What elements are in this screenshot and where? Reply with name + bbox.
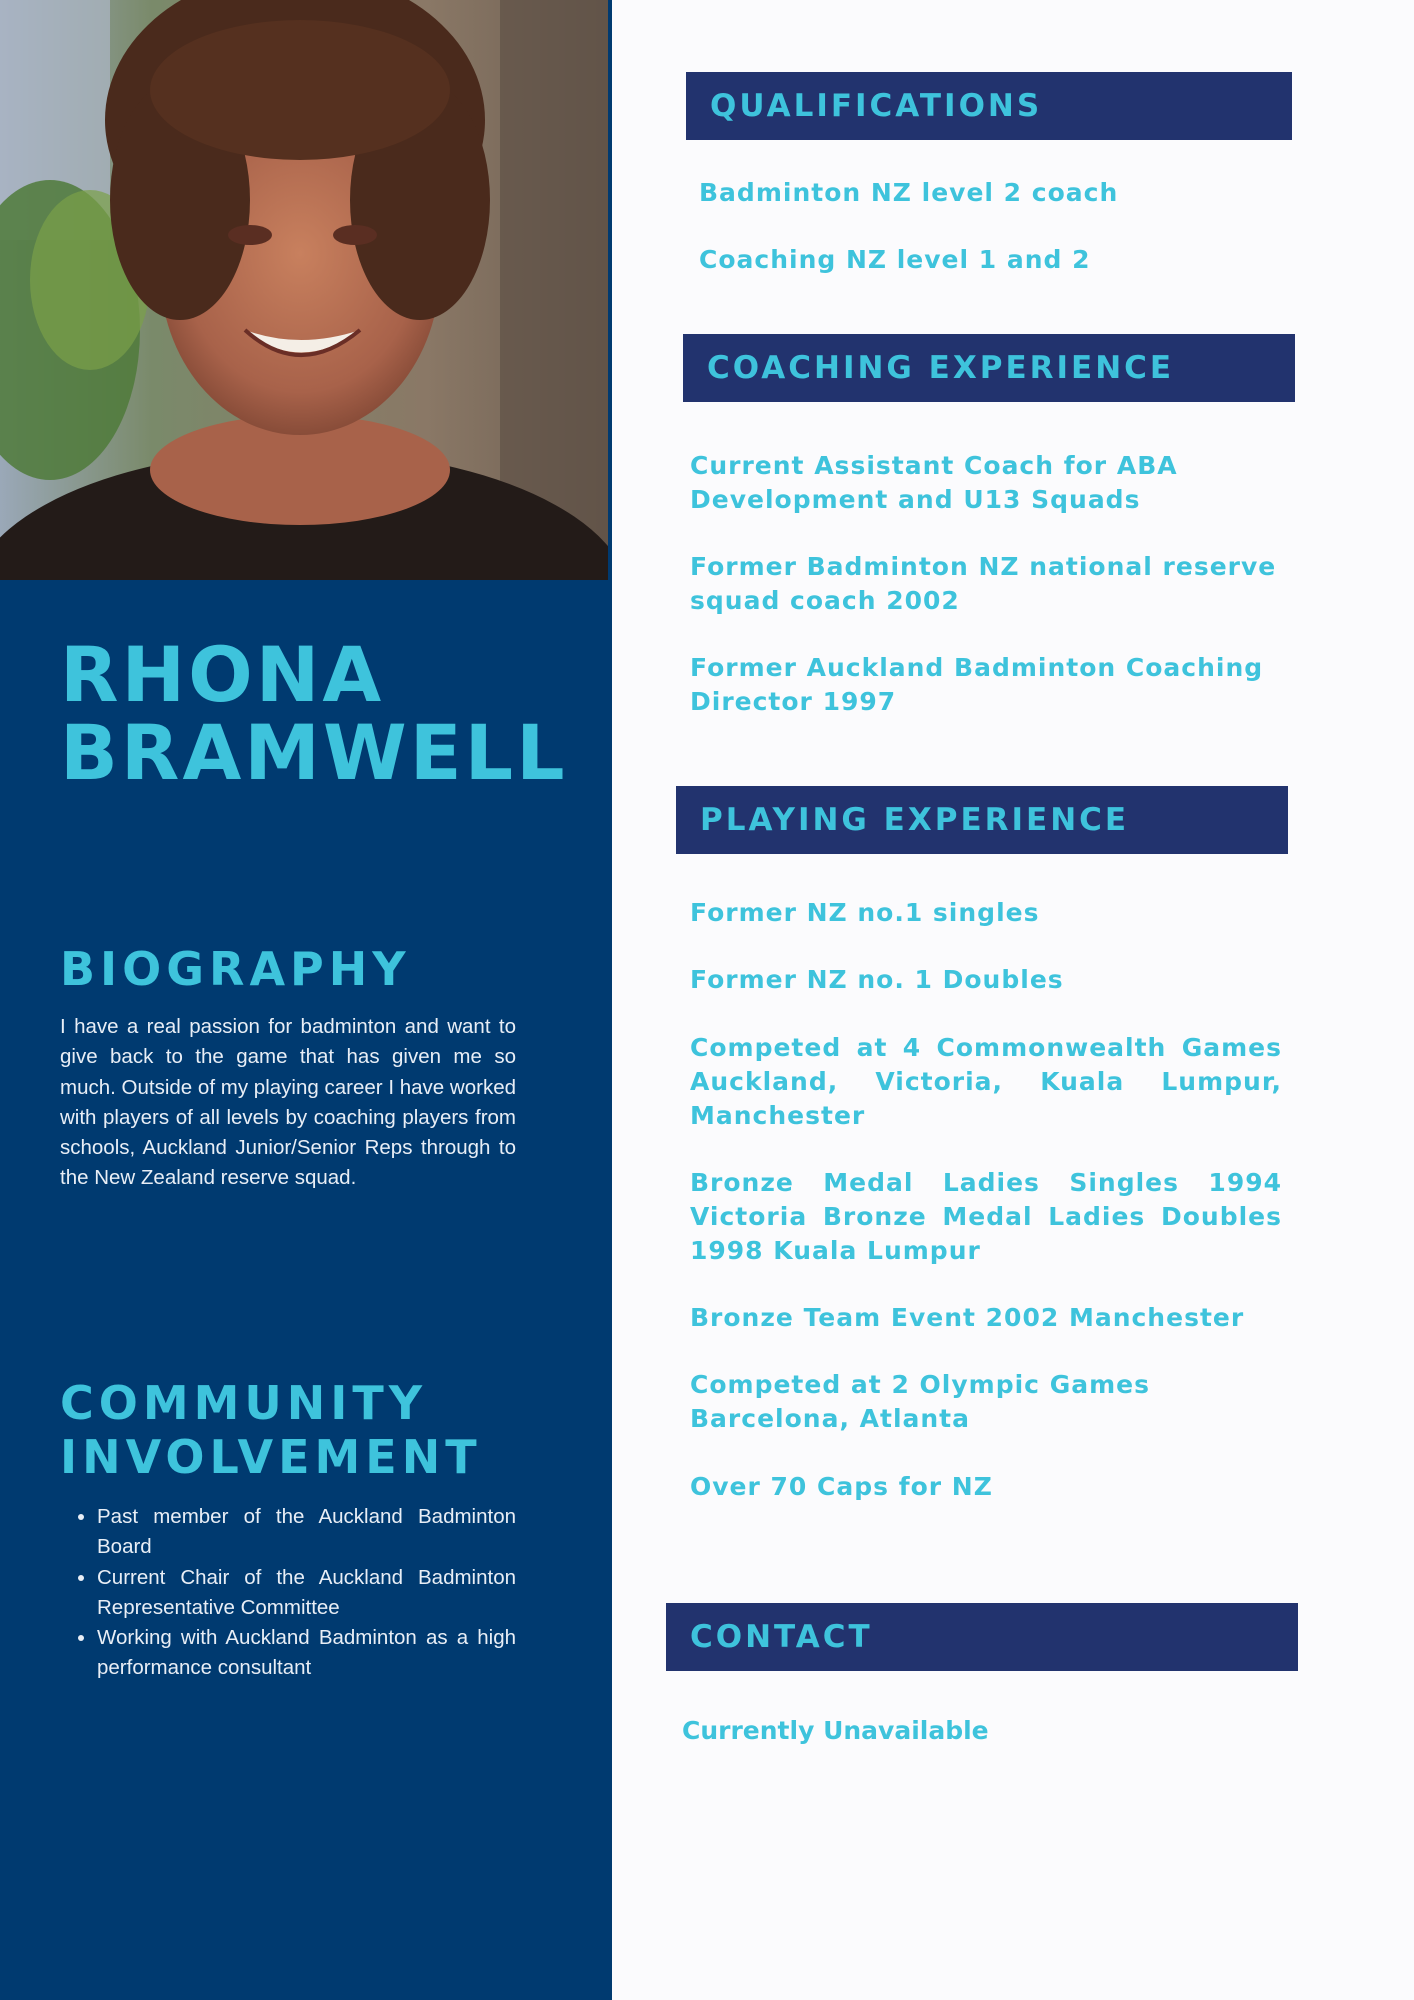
playing-item: Competed at 4 Commonwealth Games Auckland, Victoria, Kuala Lumpur, Manchester [690, 1033, 1282, 1130]
contact-heading: CONTACT [690, 1619, 873, 1655]
coaching-item: Former Auckland Badminton Coaching Director 1997 [690, 653, 1264, 716]
coaching-item: Former Badminton NZ national reserve squad coach 2002 [690, 552, 1277, 615]
playing-item: Former NZ no.1 singles [690, 898, 1040, 927]
qualification-item: Coaching NZ level 1 and 2 [699, 245, 1091, 274]
list-item: • Working with Auckland Badminton as a high performance consultant [97, 1623, 516, 1684]
coaching-banner [683, 334, 1295, 402]
playing-item: Bronze Team Event 2002 Manchester [690, 1303, 1245, 1332]
playing-heading: PLAYING EXPERIENCE [700, 802, 1130, 838]
name-first: RHONA [60, 630, 385, 719]
community-heading-line1: COMMUNITY [60, 1376, 428, 1430]
biography-heading: BIOGRAPHY [60, 942, 411, 996]
community-heading-line2: INVOLVEMENT [60, 1430, 482, 1484]
qualification-item: Badminton NZ level 2 coach [699, 178, 1119, 207]
list-item: • Past member of the Auckland Badminton Board [97, 1502, 516, 1563]
coaching-heading: COACHING EXPERIENCE [707, 350, 1175, 386]
playing-item: Competed at 2 Olympic Games Barcelona, Atlanta [690, 1370, 1150, 1433]
coaching-item: Current Assistant Coach for ABA Development and U13 Squads [690, 451, 1178, 514]
playing-item: Over 70 Caps for NZ [690, 1472, 993, 1501]
name-last: BRAMWELL [60, 708, 568, 797]
person-name [60, 630, 568, 797]
contact-text: Currently Unavailable [682, 1716, 989, 1745]
playing-item: Bronze Medal Ladies Singles 1994 Victoria Bronze Medal Ladies Doubles 1998 Kuala Lumpur [690, 1168, 1282, 1265]
community-list [60, 1502, 516, 1684]
list-item: • Current Chair of the Auckland Badminton Representative Committee [97, 1563, 516, 1624]
qualifications-heading: QUALIFICATIONS [710, 88, 1043, 124]
contact-banner [666, 1603, 1298, 1671]
portrait-photo [0, 0, 608, 580]
portrait-illustration [0, 0, 608, 580]
qualifications-banner [686, 72, 1292, 140]
biography-text: I have a real passion for badminton and want to give back to the game that has given me so much. Outside of my playing career I have worked with players of all levels by coaching players from schools, Auckland Junior/Senior Reps through to the New Zealand reserve squad. [60, 1015, 516, 1190]
playing-item: Former NZ no. 1 Doubles [690, 965, 1064, 994]
playing-banner [676, 786, 1288, 854]
community-heading [60, 1376, 482, 1484]
